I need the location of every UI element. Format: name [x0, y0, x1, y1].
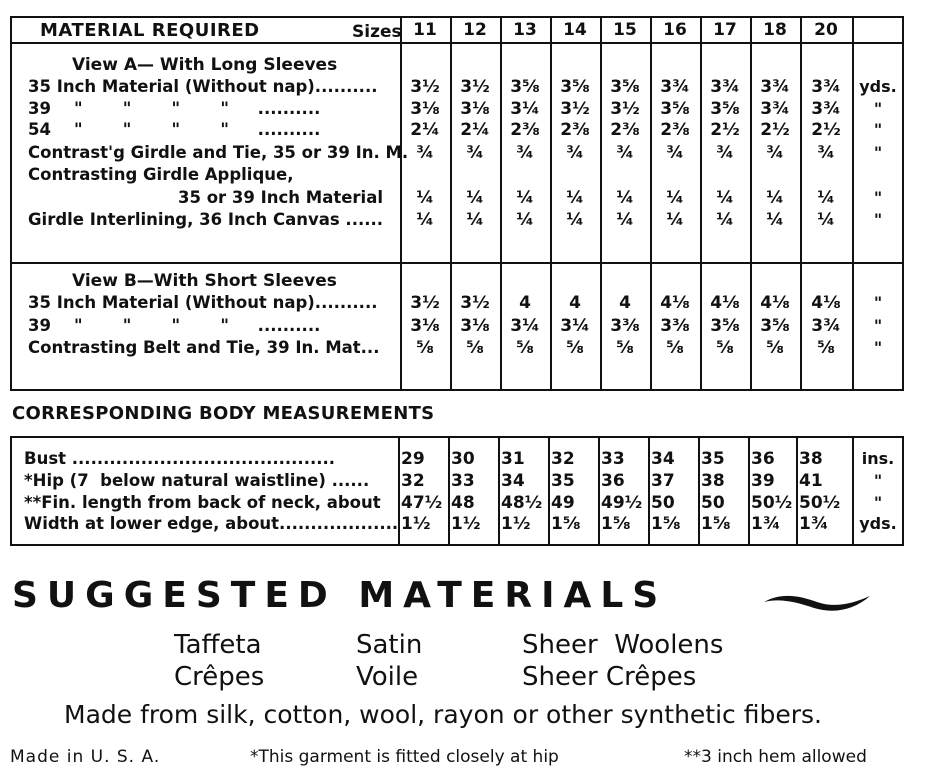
quantity-cell: ¼ [466, 188, 484, 208]
column-rule [796, 436, 798, 546]
column-rule [648, 436, 650, 546]
row-label: Contrasting Belt and Tie, 39 In. Mat... [28, 338, 380, 357]
quantity-cell: 3¾ [760, 99, 790, 119]
measurement-value: 49 [551, 493, 575, 513]
size-header-12: 12 [463, 20, 487, 40]
measurement-value: 31 [501, 449, 525, 469]
sizes-label: Sizes [352, 22, 402, 42]
quantity-cell: 4⅛ [760, 293, 790, 313]
measurement-label: **Fin. length from back of neck, about [24, 493, 381, 512]
quantity-cell: 2⅜ [560, 120, 590, 140]
measurement-value: 1⅝ [601, 514, 631, 534]
measurement-value: 41 [799, 471, 823, 491]
measurement-value: 50 [701, 493, 725, 513]
measurement-value: 47½ [401, 493, 443, 513]
measurement-value: 1⅝ [551, 514, 581, 534]
measurement-label: *Hip (7 below natural waistline) ...... [24, 471, 370, 490]
size-header-13: 13 [513, 20, 537, 40]
column-rule [598, 436, 600, 546]
quantity-cell: 3¾ [811, 77, 841, 97]
measurement-value: 49½ [601, 493, 643, 513]
quantity-cell: ¾ [416, 143, 434, 163]
fabric-voile: Voile [356, 662, 419, 692]
row-label: 35 Inch Material (Without nap).......... [28, 293, 378, 312]
size-header-16: 16 [663, 20, 687, 40]
quantity-cell: ⅝ [566, 338, 584, 358]
hem-note: **3 inch hem allowed [684, 747, 867, 767]
measurement-value: 34 [651, 449, 675, 469]
measurement-value: 29 [401, 449, 425, 469]
quantity-cell: 3½ [410, 77, 440, 97]
quantity-cell: 3¾ [710, 77, 740, 97]
view-divider [10, 262, 904, 264]
unit-cell: " [873, 188, 883, 207]
measurement-value: 1⅝ [651, 514, 681, 534]
quantity-cell: 4 [519, 293, 531, 313]
quantity-cell: 3½ [610, 99, 640, 119]
fabric-sheer-woolens: Sheer Woolens [522, 630, 724, 660]
quantity-cell: 3¼ [510, 316, 540, 336]
quantity-cell: 4⅛ [811, 293, 841, 313]
quantity-cell: 3½ [410, 293, 440, 313]
quantity-cell: ¼ [666, 210, 684, 230]
quantity-cell: 3¼ [560, 316, 590, 336]
quantity-cell: ¼ [616, 210, 634, 230]
row-label: Contrasting Girdle Applique, [28, 165, 294, 184]
quantity-cell: 2⅜ [610, 120, 640, 140]
row-label: 35 or 39 Inch Material [178, 188, 384, 207]
measurement-value: 48½ [501, 493, 543, 513]
row-label: 39 " " " " .......... [28, 316, 321, 335]
quantity-cell: 2¼ [410, 120, 440, 140]
quantity-cell: ¼ [616, 188, 634, 208]
quantity-cell: ⅝ [616, 338, 634, 358]
quantity-cell: 2¼ [460, 120, 490, 140]
measurement-value: 1¾ [799, 514, 829, 534]
unit-cell: " [873, 493, 883, 512]
quantity-cell: 3½ [560, 99, 590, 119]
measurement-value: 48 [451, 493, 475, 513]
quantity-cell: ¼ [666, 188, 684, 208]
quantity-cell: 3⅝ [710, 99, 740, 119]
unit-cell: " [873, 99, 883, 118]
measurement-value: 36 [751, 449, 775, 469]
quantity-cell: ⅝ [466, 338, 484, 358]
measurement-value: 50½ [751, 493, 793, 513]
quantity-cell: 3⅜ [660, 316, 690, 336]
measurement-label: Width at lower edge, about................... [24, 514, 399, 533]
quantity-cell: ¼ [766, 210, 784, 230]
quantity-cell: ¼ [817, 188, 835, 208]
measurement-value: 50½ [799, 493, 841, 513]
quantity-cell: 3⅝ [560, 77, 590, 97]
quantity-cell: ⅝ [666, 338, 684, 358]
quantity-cell: ¼ [716, 188, 734, 208]
quantity-cell: ¾ [666, 143, 684, 163]
quantity-cell: ⅝ [416, 338, 434, 358]
measurement-value: 39 [751, 471, 775, 491]
header-rule [10, 42, 904, 44]
quantity-cell: ¾ [466, 143, 484, 163]
fibers-note: Made from silk, cotton, wool, rayon or other synthetic fibers. [64, 700, 822, 729]
row-label: Girdle Interlining, 36 Inch Canvas ...... [28, 210, 384, 229]
quantity-cell: 4⅛ [710, 293, 740, 313]
unit-cell: " [873, 316, 883, 335]
quantity-cell: 3⅝ [610, 77, 640, 97]
quantity-cell: ⅝ [516, 338, 534, 358]
measurement-value: 1½ [451, 514, 481, 534]
view-a-heading: View A— With Long Sleeves [72, 55, 338, 75]
quantity-cell: 4⅛ [660, 293, 690, 313]
suggested-materials-title: SUGGESTED MATERIALS [12, 575, 668, 616]
quantity-cell: ¼ [566, 188, 584, 208]
size-header-17: 17 [713, 20, 737, 40]
row-label: 54 " " " " .......... [28, 120, 321, 139]
quantity-cell: ¼ [766, 188, 784, 208]
made-in-usa: Made in U. S. A. [10, 747, 161, 767]
quantity-cell: 2½ [811, 120, 841, 140]
measurement-value: 38 [799, 449, 823, 469]
row-label: 35 Inch Material (Without nap).......... [28, 77, 378, 96]
unit-cell: " [873, 471, 883, 490]
size-header-11: 11 [413, 20, 437, 40]
measurement-value: 36 [601, 471, 625, 491]
fabric-crepes: Crêpes [174, 662, 265, 692]
column-rule [698, 436, 700, 546]
row-label: Contrast'g Girdle and Tie, 35 or 39 In. M. [28, 143, 409, 162]
view-b-heading: View B—With Short Sleeves [72, 271, 337, 291]
size-header-14: 14 [563, 20, 587, 40]
measurement-value: 34 [501, 471, 525, 491]
quantity-cell: 3⅛ [460, 316, 490, 336]
measurement-value: 1½ [401, 514, 431, 534]
measurement-value: 32 [401, 471, 425, 491]
unit-cell: " [873, 338, 883, 357]
measurement-value: 35 [701, 449, 725, 469]
quantity-cell: 2½ [710, 120, 740, 140]
measurement-value: 1¾ [751, 514, 781, 534]
unit-cell: " [873, 120, 883, 139]
unit-cell: " [873, 210, 883, 229]
quantity-cell: 3¾ [660, 77, 690, 97]
quantity-cell: ¼ [466, 210, 484, 230]
size-header-18: 18 [763, 20, 787, 40]
quantity-cell: 3⅝ [710, 316, 740, 336]
row-label: 39 " " " " .......... [28, 99, 321, 118]
quantity-cell: ¾ [766, 143, 784, 163]
quantity-cell: 3¾ [760, 77, 790, 97]
measurement-value: 33 [601, 449, 625, 469]
quantity-cell: 3¼ [510, 99, 540, 119]
quantity-cell: 2⅜ [510, 120, 540, 140]
column-rule [398, 436, 400, 546]
quantity-cell: 4 [619, 293, 631, 313]
quantity-cell: 2½ [760, 120, 790, 140]
quantity-cell: ¼ [716, 210, 734, 230]
quantity-cell: 3¾ [811, 316, 841, 336]
size-header-15: 15 [613, 20, 637, 40]
measurement-value: 1½ [501, 514, 531, 534]
measurement-value: 30 [451, 449, 475, 469]
quantity-cell: 2⅜ [660, 120, 690, 140]
quantity-cell: ⅝ [817, 338, 835, 358]
quantity-cell: 3⅜ [610, 316, 640, 336]
measurement-value: 37 [651, 471, 675, 491]
quantity-cell: ¼ [516, 188, 534, 208]
fabric-satin: Satin [356, 630, 423, 660]
quantity-cell: ⅝ [766, 338, 784, 358]
unit-cell: yds. [859, 514, 897, 533]
quantity-cell: ¾ [516, 143, 534, 163]
quantity-cell: ¼ [416, 210, 434, 230]
measurement-value: 38 [701, 471, 725, 491]
quantity-cell: ¾ [817, 143, 835, 163]
column-rule [748, 436, 750, 546]
quantity-cell: 3⅛ [410, 99, 440, 119]
quantity-cell: 3½ [460, 293, 490, 313]
quantity-cell: 3⅝ [660, 99, 690, 119]
measurement-value: 33 [451, 471, 475, 491]
quantity-cell: ¾ [616, 143, 634, 163]
quantity-cell: ¾ [566, 143, 584, 163]
quantity-cell: 3⅛ [410, 316, 440, 336]
swash-flourish [762, 588, 872, 614]
quantity-cell: 3½ [460, 77, 490, 97]
column-rule [498, 436, 500, 546]
quantity-cell: 4 [569, 293, 581, 313]
fabric-taffeta: Taffeta [174, 630, 262, 660]
unit-cell: " [873, 293, 883, 312]
column-rule [548, 436, 550, 546]
quantity-cell: 3⅝ [510, 77, 540, 97]
measurement-value: 32 [551, 449, 575, 469]
quantity-cell: 3⅝ [760, 316, 790, 336]
quantity-cell: ¼ [566, 210, 584, 230]
measurement-value: 50 [651, 493, 675, 513]
quantity-cell: ¼ [516, 210, 534, 230]
quantity-cell: ¼ [817, 210, 835, 230]
quantity-cell: 3⅛ [460, 99, 490, 119]
quantity-cell: ⅝ [716, 338, 734, 358]
column-rule [448, 436, 450, 546]
size-header-20: 20 [814, 20, 838, 40]
material-required-title: MATERIAL REQUIRED [40, 20, 260, 41]
quantity-cell: 3¾ [811, 99, 841, 119]
measurement-value: 1⅝ [701, 514, 731, 534]
unit-cell: ins. [861, 449, 895, 468]
body-measurements-title: CORRESPONDING BODY MEASUREMENTS [12, 403, 435, 424]
fabric-sheer-crepes: Sheer Crêpes [522, 662, 697, 692]
unit-cell: " [873, 143, 883, 162]
measurement-label: Bust .......................................... [24, 449, 336, 468]
quantity-cell: ¼ [416, 188, 434, 208]
fitted-note: *This garment is fitted closely at hip [250, 747, 559, 767]
measurement-value: 35 [551, 471, 575, 491]
quantity-cell: ¾ [716, 143, 734, 163]
unit-cell: yds. [859, 77, 897, 96]
